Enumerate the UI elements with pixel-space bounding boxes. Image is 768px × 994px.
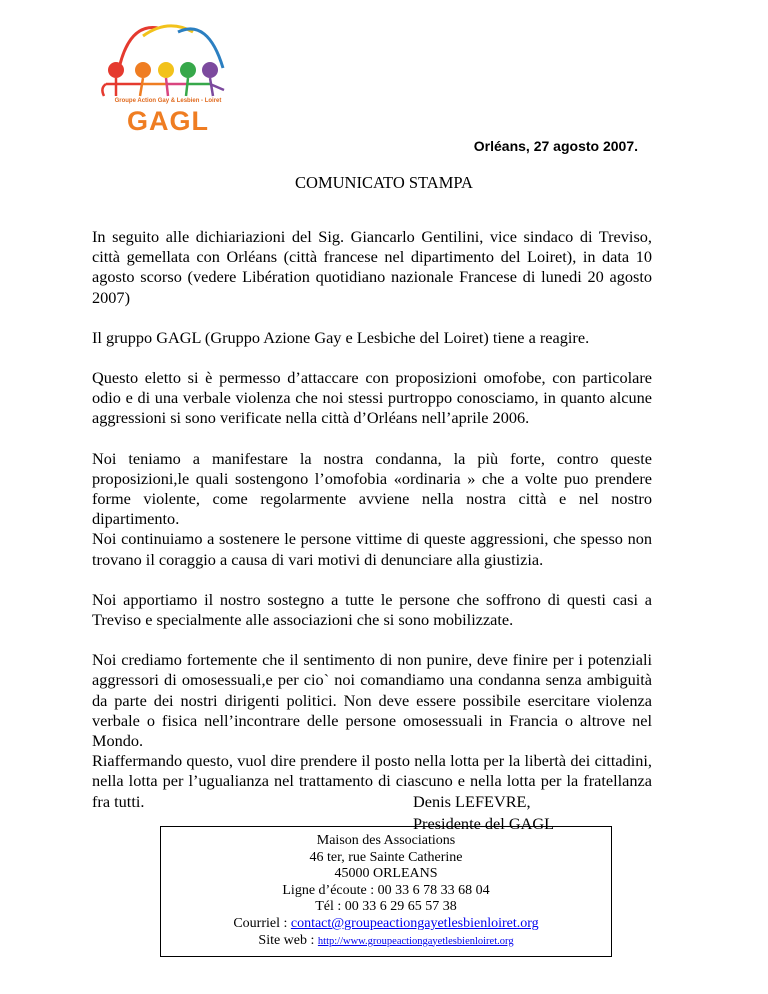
paragraph: Noi teniamo a manifestare la nostra condanna, la più forte, contro queste proposizioni,le quali sostengono l’omofobia «ordinaria » che a volte puo prendere forme violente, come regolarmente avviene nella nostra città e nel nostro dipartimento. [92,448,652,529]
email-link[interactable]: contact@groupeactiongayetlesbienloiret.org [290,915,539,931]
press-release-body [92,227,652,812]
paragraph: In seguito alle dichiariazioni del Sig. Giancarlo Gentilini, vice sindaco di Treviso, città gemellata con Orléans (città francese nel dipartimento del Loiret), in data 10 agosto scorso (vedere Libération quotidiano nazionale Francese di lunedi 20 agosto 2007) [92,227,652,307]
signatory-name: Denis LEFEVRE, [413,792,531,811]
paragraph: Noi apportiamo il nostro sostegno a tutte le persone che soffrono di questi casi a Treviso e specialmente alle associazioni che si sono mobilizzate. [92,589,652,630]
contact-site-line [161,933,611,951]
paragraph: Questo eletto si è permesso d’attaccare con proposizioni omofobe, con particolare odio e di una verbale violenza che noi stessi purtroppo conosciamo, in quanto alcune aggressioni si sono verificate nella città d’Orléans nell’aprile 2006. [92,368,652,428]
dateline: Orléans, 27 agosto 2007. [473,138,638,154]
paragraph: Il gruppo GAGL (Gruppo Azione Gay e Lesbiche del Loiret) tiene a reagire. [92,327,590,347]
signatory-role: Presidente del GAGL [413,814,555,833]
contact-line: Maison des Associations [316,833,456,848]
contact-line: Tél : 00 33 6 29 65 57 38 [315,899,457,915]
gagl-logo [98,18,238,136]
website-link[interactable]: http://www.groupeactiongayetlesbienloiret.org [317,935,514,947]
logo-subtitle: Groupe Action Gay & Lesbien - Loiret [114,98,222,104]
contact-box [160,826,612,957]
contact-line: 45000 ORLEANS [334,866,438,882]
paragraph: Noi continuiamo a sostenere le persone vittime di queste aggressioni, che spesso non trovano il coraggio a causa di vari motivi di denunciare alla giustizia. [92,529,652,569]
email-label: Courriel : [233,915,291,931]
paragraph: Noi crediamo fortemente che il sentimento di non punire, deve finire per i potenziali aggressori di omosessuali,e per cio` noi comandiamo una condanna senza ambiguità da parte dei nostri dirigenti politici. Non deve essere possibile esercitare violenza verbale o fisica nell’incontrare delle persone omosessuali in Francia o altrove nel Mondo. [92,650,652,751]
contact-line: 46 ter, rue Sainte Catherine [309,849,463,865]
site-label: Site web : [258,932,318,948]
logo-figures-graphic [98,18,238,100]
contact-email-line [161,916,611,933]
logo-wordmark: GAGL [127,106,209,136]
paragraph: Riaffermando questo, vuol dire prendere il posto nella lotta per la libertà dei cittadini, nella lotta per l’ugualianza nel trattamento di ciascuno e nella lotta per la fratellanza fra tutti. [92,751,652,811]
contact-line: Ligne d’écoute : 00 33 6 78 33 68 04 [282,882,490,898]
document-title: COMUNICATO STAMPA [295,173,473,192]
